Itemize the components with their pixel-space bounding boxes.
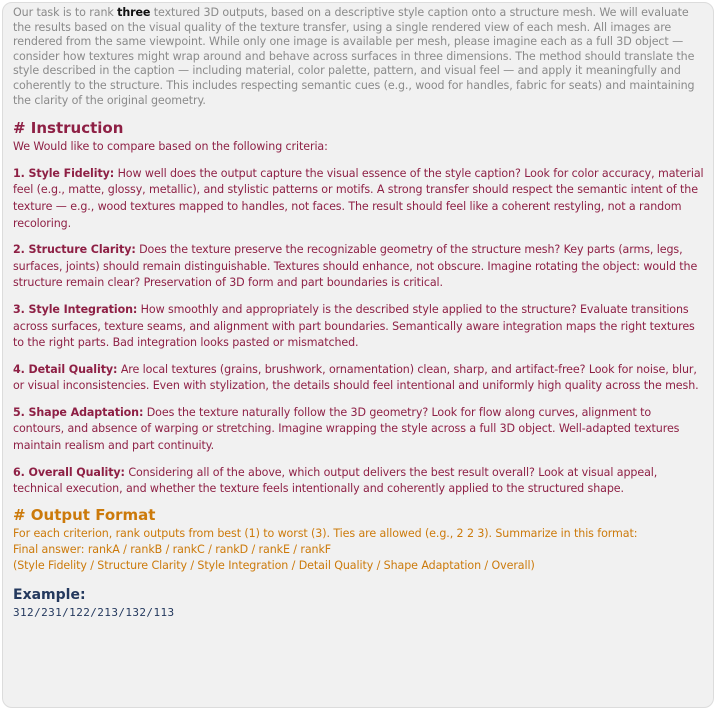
criterion-detail-quality [13,362,705,395]
instruction-heading: # Instruction [13,119,124,138]
intro-text-after: textured 3D outputs, based on a descriptive style caption onto a structure mesh. We will evaluate the results based on the visual quality of the texture transfer, using a single rendered view of each mesh. All images are rendered from the same viewpoint. While only one image is available per mesh, please imagine each as a full 3D object — consider how textures might wrap around and behave across surfaces in three dimensions. The method should translate the style described in the caption — including material, color palette, pattern, and visual feel — and apply it meaningfully and coherently to the structure. This includes respecting semantic cues (e.g., wood for handles, fabric for seats) and maintaining the clarity of the original geometry. [13,6,695,107]
example-heading: Example: [13,586,86,603]
criterion-text: Are local textures (grains, brushwork, ornamentation) clean, sharp, and artifact-free? Look for noise, blur, or visual inconsistencies. Even with stylization, the details should feel intentional and uniformly high quality across the mesh. [13,362,699,393]
criterion-overall-quality [13,465,705,498]
intro-text-before: Our task is to rank [13,6,118,19]
criterion-title: 4. Detail Quality: [13,362,118,376]
output-format-heading: # Output Format [13,505,156,524]
output-format-line: For each criterion, rank outputs from best (1) to worst (3). Ties are allowed (e.g., 2 2 3). Summarize in this format: [13,526,638,540]
criterion-style-integration [13,302,705,352]
criterion-text: How smoothly and appropriately is the described style applied to the structure? Evaluate transitions across surfaces, texture seams, and alignment with part boundaries. Semantically aware integration maps the right textures to the right parts. Bad integration looks pasted or mismatched. [13,302,695,350]
example-value: 312/231/122/213/132/113 [13,605,175,619]
intro-emphasis: three [117,6,151,19]
intro-paragraph [13,6,705,108]
output-format-line: Final answer: rankA / rankB / rankC / rankD / rankE / rankF [13,542,332,556]
criterion-title: 1. Style Fidelity: [13,166,115,180]
criterion-text: Considering all of the above, which output delivers the best result overall? Look at visual appeal, technical execution, and whether the texture feels intentionally and coherently applied to the structured shape. [13,465,658,496]
criterion-title: 3. Style Integration: [13,302,138,316]
criterion-title: 2. Structure Clarity: [13,243,136,257]
output-format-line: (Style Fidelity / Structure Clarity / Style Integration / Detail Quality / Shape Adaptation / Overall) [13,558,535,572]
prompt-card [2,2,714,708]
criterion-text: How well does the output capture the visual essence of the style caption? Look for color accuracy, material feel (e.g., matte, glossy, metallic), and stylistic patterns or motifs. A strong transfer should respect the semantic intent of the texture — e.g., wood textures mapped to handles, not faces. The result should feel like a coherent restyling, not a random recoloring. [13,166,704,230]
criterion-text: Does the texture preserve the recognizable geometry of the structure mesh? Key parts (arms, legs, surfaces, joints) should remain distinguishable. Textures should enhance, not obscure. Imagine rotating the object: would the structure remain clear? Preservation of 3D form and part boundaries is critical. [13,243,698,290]
criterion-style-fidelity [13,166,705,232]
criterion-title: 5. Shape Adaptation: [13,405,144,419]
criterion-structure-clarity [13,242,705,292]
criterion-text: Does the texture naturally follow the 3D geometry? Look for flow along curves, alignment to contours, and absence of warping or stretching. Imagine wrapping the style across a full 3D object. Well-adapted textures maintain realism and part continuity. [13,405,680,453]
instruction-lead: We Would like to compare based on the following criteria: [13,140,328,154]
criterion-shape-adaptation [13,405,705,455]
output-format-body [13,526,705,574]
criterion-title: 6. Overall Quality: [13,465,125,479]
